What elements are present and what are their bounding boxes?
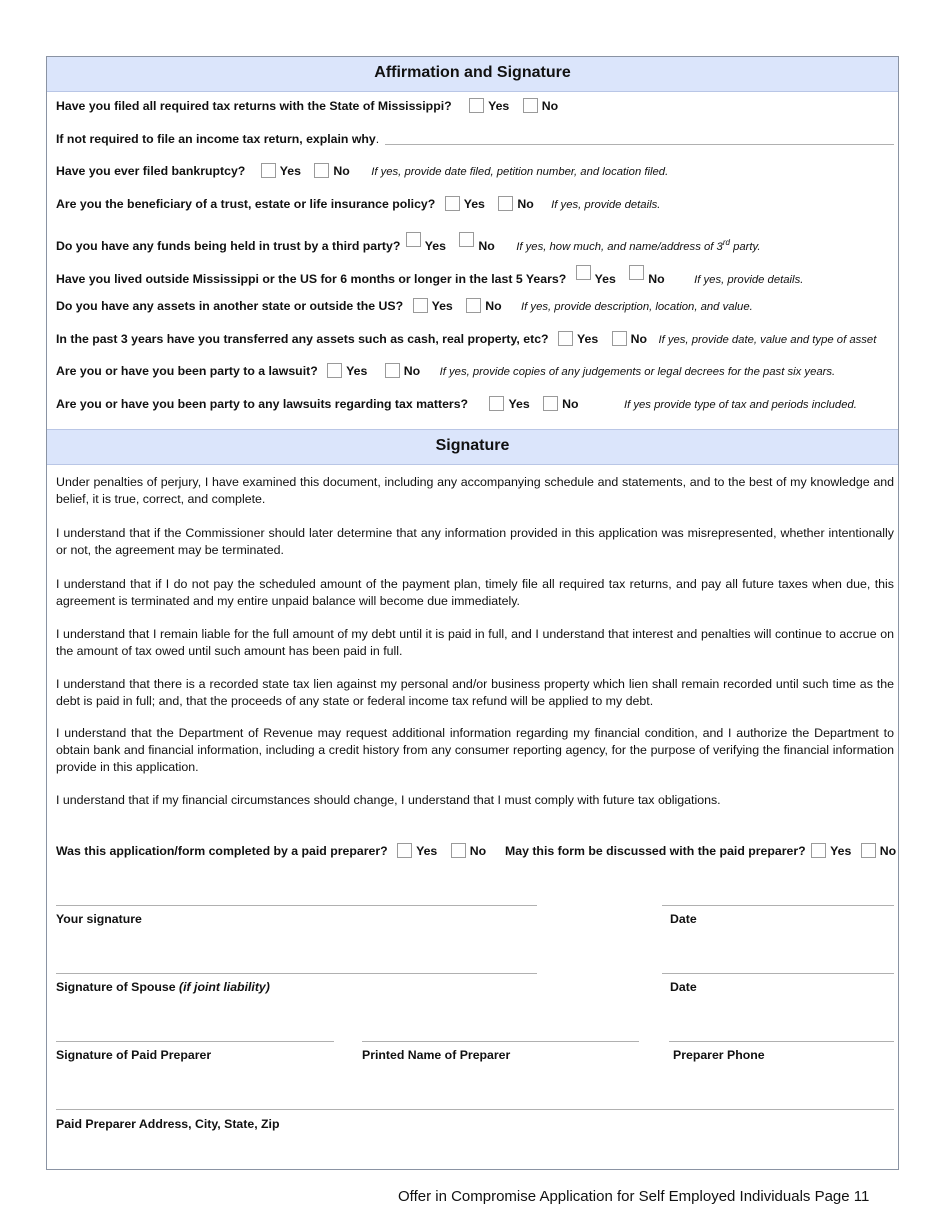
signature-header — [47, 429, 898, 465]
yes-label: Yes — [488, 99, 510, 113]
paid-preparer-question: Was this application/form completed by a paid preparer? — [56, 844, 388, 858]
paid-preparer-no-checkbox[interactable] — [451, 843, 466, 858]
transferred-assets-no-checkbox[interactable] — [612, 331, 627, 346]
question-assets-outside — [56, 298, 753, 315]
question-funds-in-trust — [56, 232, 761, 255]
discuss-yes-checkbox[interactable] — [811, 843, 826, 858]
yes-label: Yes — [279, 164, 301, 178]
payment-plan-paragraph: I understand that if I do not pay the scheduled amount of the payment plan, timely file all required tax returns, and pay all future taxes when due, this agreement is terminated and my entire unpaid balance will become due immediately. — [56, 577, 894, 608]
question-note: If yes, provide details. — [551, 199, 661, 211]
bankruptcy-no-checkbox[interactable] — [314, 163, 329, 178]
spouse-note: (if joint liability) — [179, 980, 270, 994]
no-label: No — [562, 397, 579, 411]
question-lived-outside — [56, 265, 803, 288]
note-superscript: rd — [722, 238, 730, 248]
spouse-date-line[interactable] — [662, 973, 894, 974]
no-label: No — [485, 299, 502, 313]
question-note — [516, 238, 761, 253]
explain-why-row: If not required to file an income tax return, explain why. — [56, 132, 380, 146]
filed-returns-yes-checkbox[interactable] — [469, 98, 484, 113]
question-bankruptcy — [56, 163, 668, 180]
question-note: If yes, provide details. — [694, 274, 804, 286]
yes-label: Yes — [463, 197, 485, 211]
yes-label: Yes — [416, 844, 438, 858]
affirmation-title: Affirmation and Signature — [374, 64, 571, 81]
question-note: If yes, provide copies of any judgements or legal decrees for the past six years. — [439, 366, 836, 378]
no-label: No — [541, 99, 559, 113]
question-tax-lawsuits — [56, 396, 857, 413]
signature-title: Signature — [435, 437, 510, 454]
question-note: If yes provide type of tax and periods included. — [623, 399, 857, 411]
question-text: Do you have any assets in another state or outside the US? — [56, 299, 404, 313]
assets-outside-yes-checkbox[interactable] — [413, 298, 428, 313]
question-text: Do you have any funds being held in trust by a third party? — [56, 239, 401, 253]
question-text: Have you filed all required tax returns with the State of Mississippi? — [56, 99, 452, 113]
no-label: No — [478, 239, 495, 253]
printed-name-label: Printed Name of Preparer — [362, 1048, 511, 1062]
affirmation-header — [47, 57, 898, 92]
question-text: Are you or have you been party to any lawsuits regarding tax matters? — [56, 397, 469, 411]
question-beneficiary — [56, 196, 660, 213]
transferred-assets-yes-checkbox[interactable] — [558, 331, 573, 346]
discuss-no-checkbox[interactable] — [861, 843, 876, 858]
no-label: No — [648, 272, 665, 286]
explain-why-label: If not required to file an income tax return, explain why — [56, 132, 376, 146]
preparer-question-row — [56, 843, 490, 859]
filed-returns-no-checkbox[interactable] — [523, 98, 538, 113]
form-frame — [46, 56, 899, 1170]
authorization-paragraph: I understand that the Department of Revenue may request additional information regarding my financial condition, and I authorize the Department to obtain bank and financial information, including a credit history from any consumer reporting agency, for the purpose of verifying the financial information provide in this application. — [56, 726, 894, 774]
paid-preparer-signature-label: Signature of Paid Preparer — [56, 1048, 212, 1062]
no-label: No — [469, 844, 487, 858]
no-label: No — [403, 364, 421, 378]
question-text: Have you lived outside Mississippi or the US for 6 months or longer in the last 5 Years? — [56, 272, 567, 286]
lived-outside-no-checkbox[interactable] — [629, 265, 644, 280]
yes-label: Yes — [830, 844, 852, 858]
question-text: Have you ever filed bankruptcy? — [56, 164, 246, 178]
bankruptcy-yes-checkbox[interactable] — [261, 163, 276, 178]
no-label: No — [333, 164, 350, 178]
tax-lien-paragraph: I understand that there is a recorded state tax lien against my personal and/or business property which lien shall remain recorded until such time as the debt is paid in full; and, that the proceeds of any state or federal income tax refund will be applied to my debt. — [56, 677, 894, 708]
paid-preparer-signature-line[interactable] — [56, 1041, 334, 1042]
perjury-paragraph: Under penalties of perjury, I have examined this document, including any accompanying schedule and statements, and to the best of my knowledge and belief, it is true, correct, and complete. — [56, 475, 894, 506]
question-text: Are you or have you been party to a lawsuit? — [56, 364, 318, 378]
question-note: If yes, provide date filed, petition number, and location filed. — [371, 166, 669, 178]
yes-label: Yes — [431, 299, 453, 313]
spouse-date-label: Date — [670, 980, 697, 994]
tax-lawsuits-yes-checkbox[interactable] — [489, 396, 504, 411]
spouse-signature-text: Signature of Spouse — [56, 980, 176, 994]
no-label: No — [630, 332, 648, 346]
explain-why-input-line[interactable] — [385, 144, 894, 145]
question-lawsuit — [56, 363, 835, 380]
tax-lawsuits-no-checkbox[interactable] — [543, 396, 558, 411]
discuss-preparer-question: May this form be discussed with the paid preparer? — [505, 844, 806, 858]
note-text: If yes, how much, and name/address of 3 — [516, 241, 723, 253]
yes-label: Yes — [346, 364, 368, 378]
lived-outside-yes-checkbox[interactable] — [576, 265, 591, 280]
yes-label: Yes — [424, 239, 446, 253]
beneficiary-yes-checkbox[interactable] — [445, 196, 460, 211]
question-note: If yes, provide description, location, and value. — [521, 301, 753, 313]
liability-paragraph: I understand that I remain liable for the full amount of my debt until it is paid in full, and I understand that interest and penalties will continue to accrue on the amount of tax owed until such amount has been paid in full. — [56, 627, 894, 658]
spouse-signature-label — [56, 980, 270, 994]
question-text: In the past 3 years have you transferred any assets such as cash, real property, etc? — [56, 332, 549, 346]
date-label: Date — [670, 912, 697, 926]
printed-name-line[interactable] — [362, 1041, 639, 1042]
funds-in-trust-yes-checkbox[interactable] — [406, 232, 421, 247]
note-text-end: party. — [729, 241, 761, 253]
assets-outside-no-checkbox[interactable] — [466, 298, 481, 313]
spouse-signature-line[interactable] — [56, 973, 537, 974]
your-signature-line[interactable] — [56, 905, 537, 906]
no-label: No — [879, 844, 897, 858]
yes-label: Yes — [594, 272, 616, 286]
yes-label: Yes — [576, 332, 599, 346]
funds-in-trust-no-checkbox[interactable] — [459, 232, 474, 247]
beneficiary-no-checkbox[interactable] — [498, 196, 513, 211]
lawsuit-no-checkbox[interactable] — [385, 363, 400, 378]
discuss-question-row — [505, 843, 900, 859]
your-signature-label: Your signature — [56, 912, 142, 926]
yes-label: Yes — [508, 397, 530, 411]
question-text: Are you the beneficiary of a trust, estate or life insurance policy? — [56, 197, 436, 211]
question-filed-returns — [56, 98, 562, 114]
date-line[interactable] — [662, 905, 894, 906]
preparer-address-label: Paid Preparer Address, City, State, Zip — [56, 1117, 280, 1131]
question-note: If yes, provide date, value and type of asset — [658, 334, 877, 346]
obligations-paragraph: I understand that if my financial circumstances should change, I understand that I must comply with future tax obligations. — [56, 793, 721, 807]
preparer-phone-line[interactable] — [669, 1041, 894, 1042]
page-footer: Offer in Compromise Application for Self Employed Individuals Page 11 — [398, 1188, 870, 1205]
preparer-address-line[interactable] — [56, 1109, 894, 1110]
paid-preparer-yes-checkbox[interactable] — [397, 843, 412, 858]
question-transferred-assets — [56, 331, 876, 348]
preparer-phone-label: Preparer Phone — [673, 1048, 765, 1062]
misrepresentation-paragraph: I understand that if the Commissioner should later determine that any information provided in this application was misrepresented, whether intentionally or not, the agreement may be terminated. — [56, 526, 894, 557]
no-label: No — [517, 197, 534, 211]
lawsuit-yes-checkbox[interactable] — [327, 363, 342, 378]
